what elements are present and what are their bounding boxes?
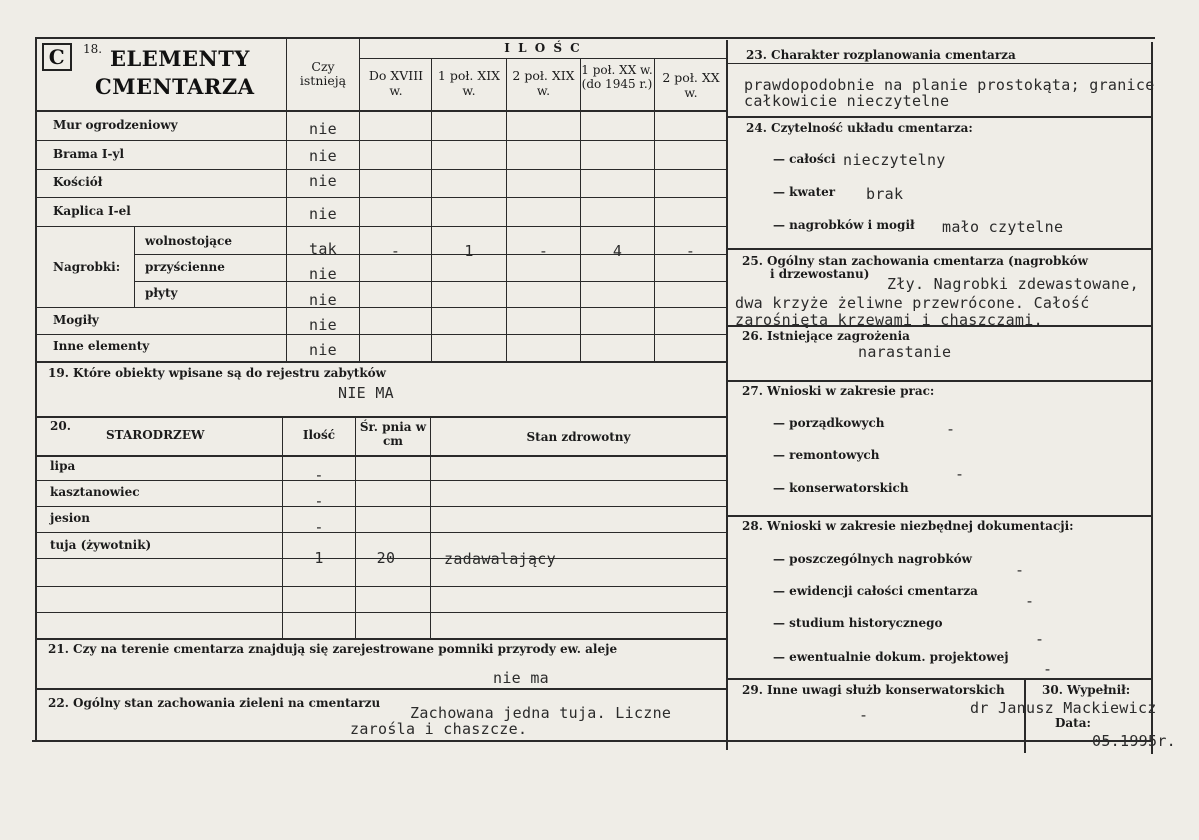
s19-value: NIE MA [338, 384, 394, 402]
element-exists-value: nie [309, 205, 337, 223]
period-count: - [390, 242, 401, 260]
row-line [36, 197, 726, 198]
tree-diameter: 20 [376, 549, 396, 567]
period-count: 1 [464, 242, 474, 260]
period-count: - [685, 242, 696, 260]
nagrobki-divider [134, 226, 135, 307]
s28-item-value: - [1025, 592, 1035, 610]
title-line1: ELEMENTY [110, 46, 250, 71]
s25-label-line1: 25. Ogólny stan zachowania cmentarza (nagrobków [742, 254, 1088, 268]
element-label: Kościół [53, 175, 103, 189]
s28-item-value: - [1043, 660, 1053, 678]
element-label: Inne elementy [53, 339, 150, 353]
s27-item-label: — porządkowych [773, 416, 885, 430]
tree-count: - [314, 518, 324, 536]
s28-bottom [727, 678, 1152, 680]
element-exists-value: nie [309, 172, 337, 190]
period-header: 1 poł. XX w. (do 1945 r.) [581, 63, 653, 91]
s28-item-value: - [1015, 561, 1025, 579]
s24-item-value: brak [866, 185, 904, 203]
row-line [36, 169, 726, 170]
s25-value-line3: zarośnięta krzewami i chaszczami. [735, 311, 1043, 329]
col-line-p5 [654, 58, 655, 362]
element-exists-value: nie [309, 120, 337, 138]
s28-item-value: - [1035, 630, 1045, 648]
s24-label: 24. Czytelność układu cmentarza: [746, 121, 973, 135]
tree-count: - [314, 492, 324, 510]
s27-item-label: — konserwatorskich [773, 481, 909, 495]
s28-item-label: — ewidencji całości cmentarza [773, 584, 978, 598]
frame-right [1151, 42, 1153, 754]
s27-item-value: - [955, 465, 965, 483]
element-label: Mur ogrodzeniowy [53, 118, 178, 132]
s20-header-starodrzew: STARODRZEW [106, 428, 205, 442]
s21-label: 21. Czy na terenie cmentarza znajdują się zarejestrowane pomniki przyrody ew. aleje [48, 642, 618, 656]
s23-underline [727, 63, 1152, 64]
s20-row-line [36, 532, 726, 533]
frame-top [35, 37, 1155, 39]
element-exists-value: nie [309, 147, 337, 165]
s28-item-label: — poszczególnych nagrobków [773, 552, 973, 566]
s20-row-line [36, 506, 726, 507]
period-header: 2 poł. XIX w. [512, 68, 575, 98]
s20-header-ilosc: Ilość [302, 428, 336, 442]
element-label: wolnostojące [145, 234, 232, 248]
s28-item-label: — studium historycznego [773, 616, 943, 630]
s24-item-value: nieczytelny [843, 151, 946, 169]
sec18-bottom [36, 361, 726, 363]
element-label: płyty [145, 286, 178, 300]
col-line-p1 [359, 38, 360, 362]
row-line [36, 140, 726, 141]
tree-name: lipa [50, 459, 76, 473]
s24-bottom [727, 248, 1152, 250]
tree-name: tuja (żywotnik) [50, 538, 152, 552]
s20-number: 20. [50, 419, 71, 433]
title-line2: CMENTARZA [95, 74, 255, 99]
s23-value-line1: prawdopodobnie na planie prostokąta; granice [744, 76, 1155, 94]
s30-label: 30. Wypełnił: [1042, 683, 1131, 697]
element-label: Kaplica I-el [53, 204, 131, 218]
s21-value: nie ma [493, 669, 549, 687]
element-exists-value: nie [309, 265, 337, 283]
row-line [134, 281, 726, 282]
element-label: Brama I-yl [53, 147, 125, 161]
section-letter: C [48, 45, 66, 69]
s20-header-stan: Stan zdrowotny [526, 430, 631, 444]
ilosc-underline [360, 58, 726, 59]
s26-bottom [727, 380, 1152, 382]
s22-label: 22. Ogólny stan zachowania zieleni na cmentarzu [48, 696, 381, 710]
s23-bottom [727, 116, 1152, 118]
element-exists-value: nie [309, 316, 337, 334]
s22-value-line2: zarośla i chaszcze. [350, 720, 528, 738]
element-exists-value: nie [309, 341, 337, 359]
row-line [36, 226, 726, 227]
s24-item-label: — całości [773, 152, 836, 166]
s24-item-label: — nagrobków i mogił [773, 218, 915, 232]
s24-item-value: mało czytelne [942, 218, 1064, 236]
s29-value: - [859, 706, 869, 724]
s23-label: 23. Charakter rozplanowania cmentarza [746, 48, 1016, 62]
period-header: 2 poł. XX w. [662, 70, 720, 100]
s25-label-line2: i drzewostanu) [770, 267, 870, 281]
element-label: przyścienne [145, 260, 225, 274]
s27-label: 27. Wnioski w zakresie prac: [742, 384, 935, 398]
s20-bottom [36, 638, 726, 640]
s25-value-line1: Zły. Nagrobki zdewastowane, [887, 275, 1139, 293]
tree-name: jesion [50, 511, 91, 525]
s23-value-line2: całkowicie nieczytelne [744, 92, 950, 110]
s20-row-line [36, 612, 726, 613]
s19-label: 19. Które obiekty wpisane są do rejestru zabytków [48, 366, 386, 380]
period-count: - [538, 242, 549, 260]
tree-count: - [314, 466, 324, 484]
s20-row-line [36, 586, 726, 587]
row-line [36, 307, 726, 308]
tree-health: zadawalający [444, 550, 556, 568]
s30-name: dr Janusz Mackiewicz [970, 699, 1157, 717]
s30-date: 05.1995r. [1092, 732, 1176, 750]
s20-col2 [355, 416, 356, 639]
s29-label: 29. Inne uwagi służb konserwatorskich [742, 683, 1005, 697]
col-line-p4 [580, 58, 581, 362]
col-line-p2 [431, 58, 432, 362]
s20-header-srednica: Śr. pnia w cm [359, 420, 427, 448]
s28-item-label: — ewentualnie dokum. projektowej [773, 650, 1009, 664]
nagrobki-label: Nagrobki: [53, 260, 121, 274]
s27-bottom [727, 515, 1152, 517]
s25-value-line2: dwa krzyże żeliwne przewrócone. Całość [735, 294, 1090, 312]
period-header: 1 poł. XIX w. [437, 68, 501, 98]
s27-item-value: - [946, 420, 956, 438]
row-line [36, 334, 726, 335]
period-count: 4 [612, 242, 623, 260]
sec19-bottom [36, 416, 726, 418]
s21-bottom [36, 688, 726, 690]
header-ilosc: I L O Ś C [504, 41, 582, 55]
element-label: Mogiły [53, 313, 99, 327]
frame-left [35, 37, 37, 742]
frame-bottom [32, 740, 1152, 742]
s20-row-line [36, 480, 726, 481]
period-header: Do XVIII w. [368, 68, 424, 98]
s26-label: 26. Istniejące zagrożenia [742, 329, 910, 343]
center-divider [726, 40, 728, 750]
s22-value-line1: Zachowana jedna tuja. Liczne [410, 704, 672, 722]
s26-value: narastanie [858, 343, 952, 361]
s20-col3 [430, 416, 431, 639]
s20-header-bottom [36, 455, 726, 457]
s28-label: 28. Wnioski w zakresie niezbędnej dokumentacji: [742, 519, 1074, 533]
s27-item-label: — remontowych [773, 448, 880, 462]
section-18-number: 18. [83, 42, 103, 56]
tree-count: 1 [314, 549, 324, 567]
s24-item-label: — kwater [773, 185, 836, 199]
s30-date-label: Data: [1055, 716, 1091, 730]
col-line-p3 [506, 58, 507, 362]
element-exists-value: nie [309, 291, 337, 309]
header-czy-istnieja: Czy istnieją [299, 59, 347, 88]
tree-name: kasztanowiec [50, 485, 140, 499]
header-bottom [36, 110, 726, 112]
element-exists-value: tak [309, 240, 337, 258]
section-letter-box [42, 43, 72, 71]
